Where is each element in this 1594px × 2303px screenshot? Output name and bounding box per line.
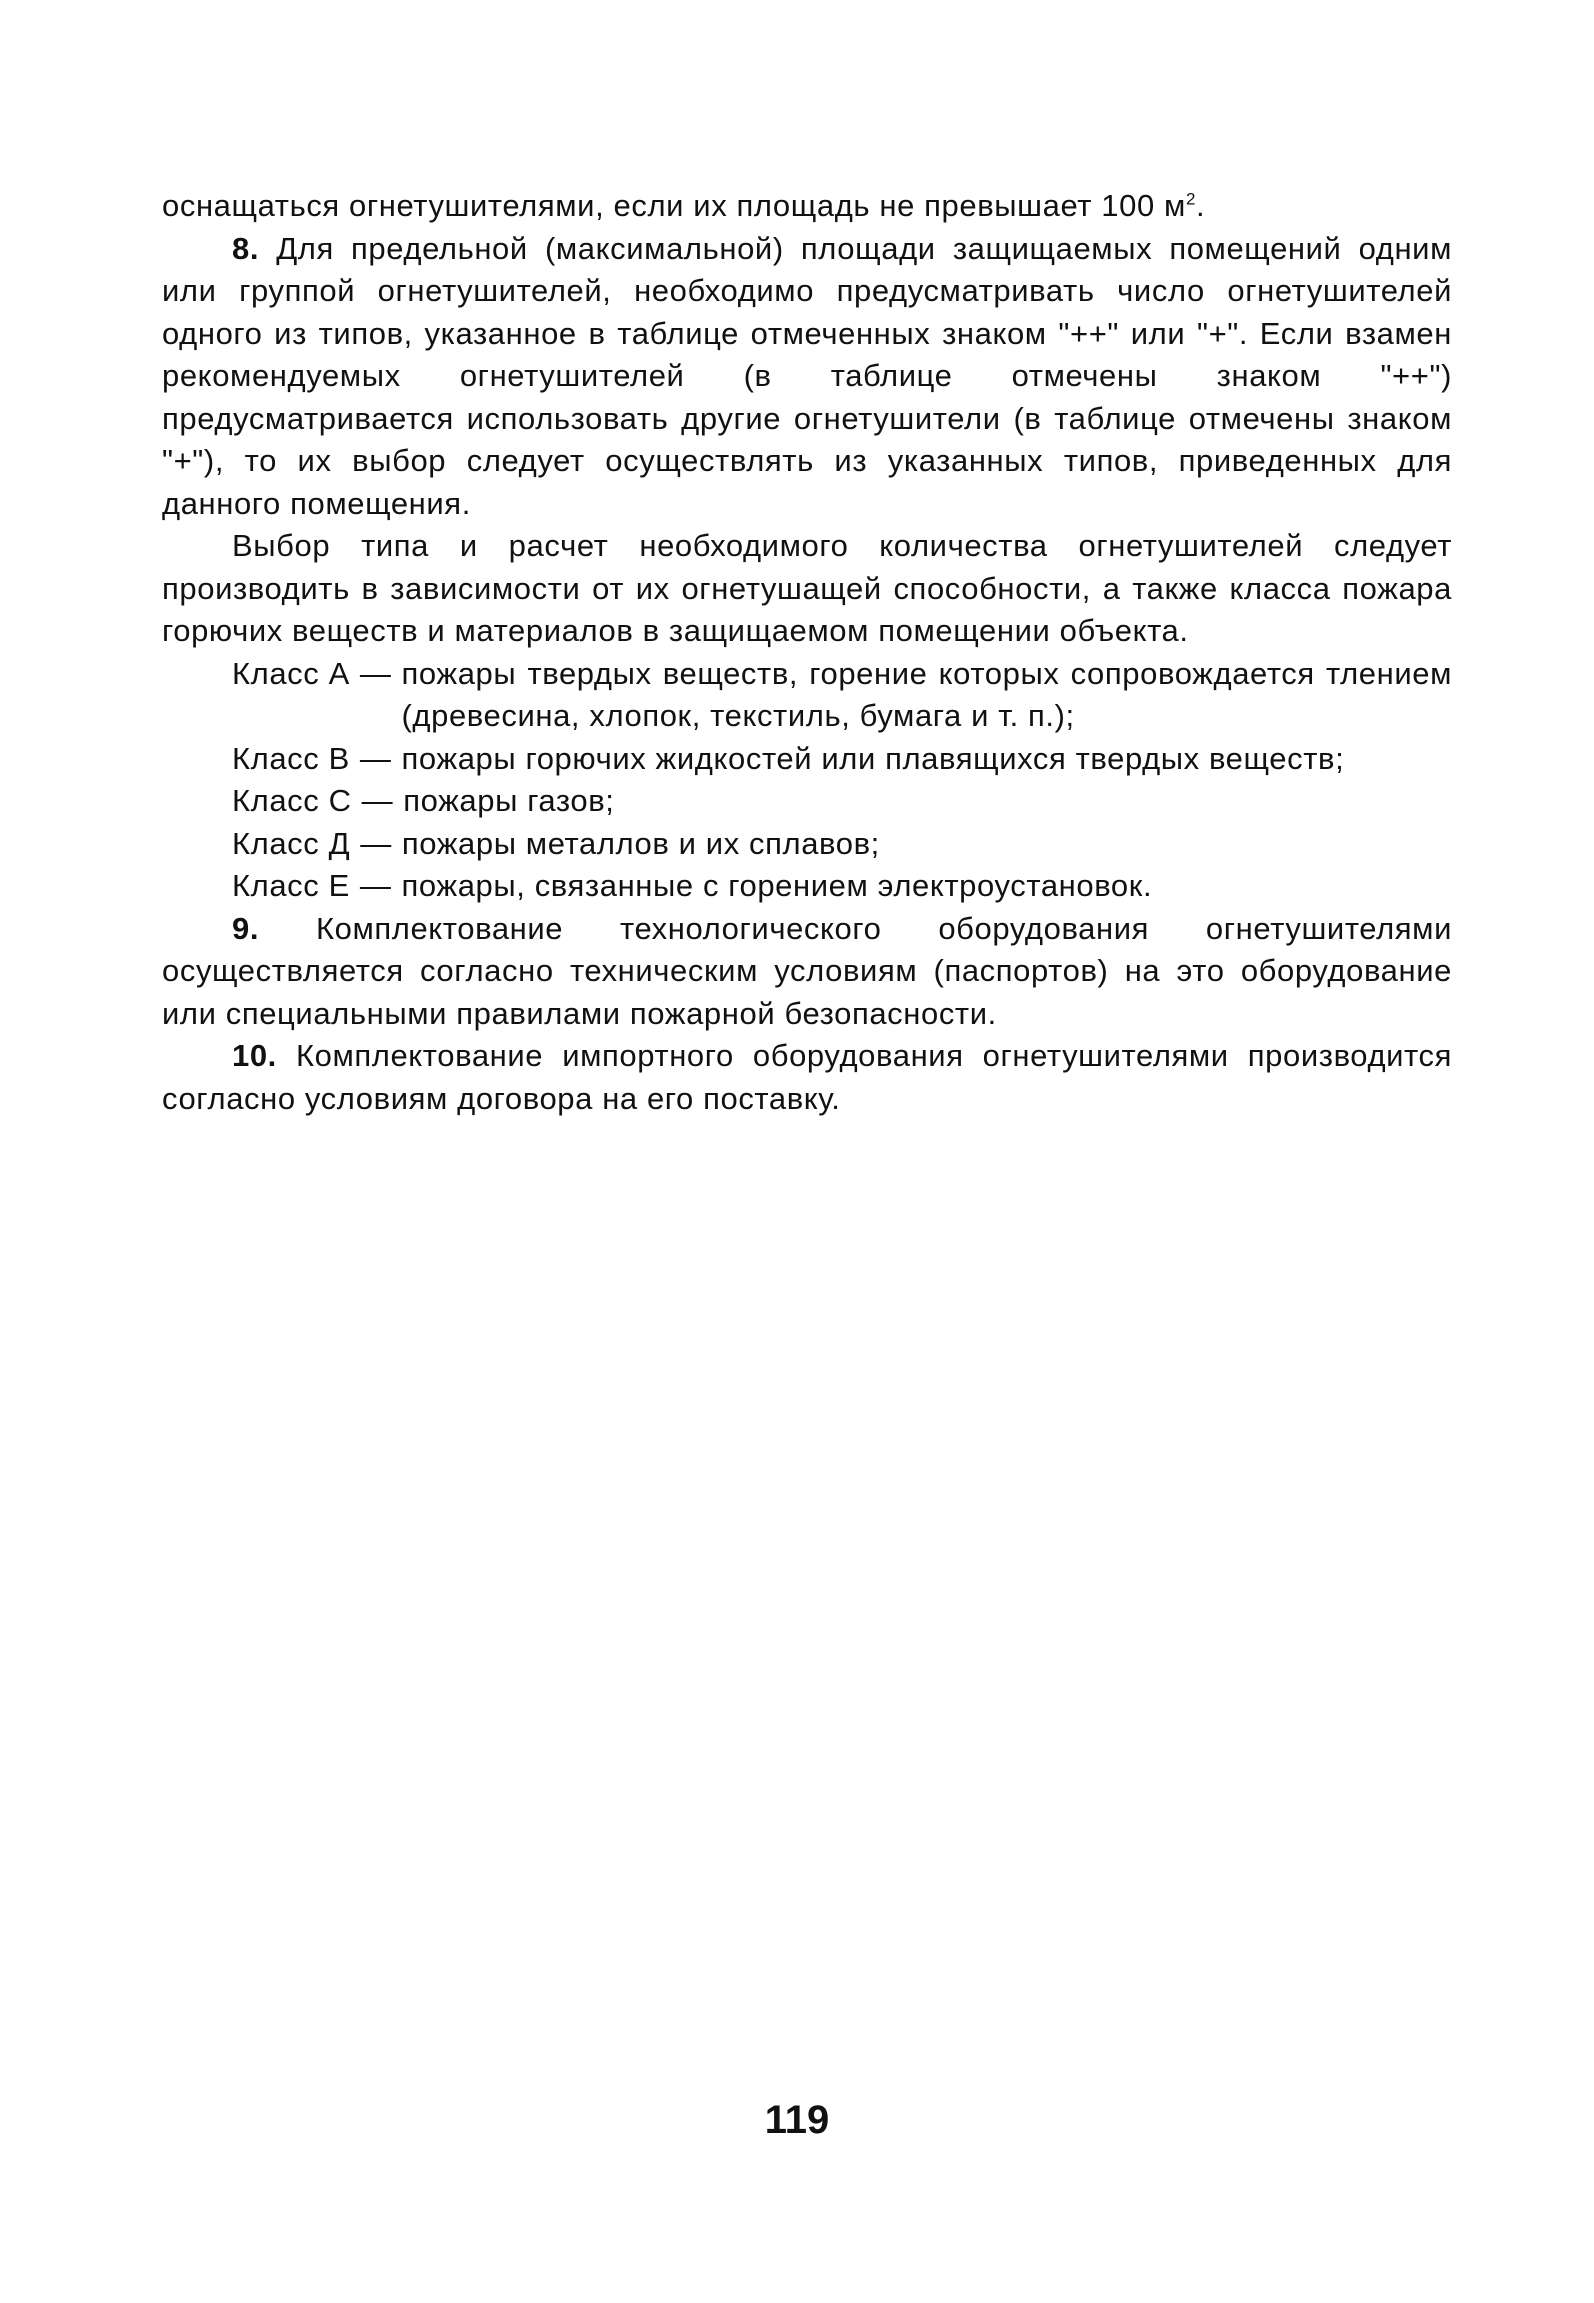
class-name: Класс Е — [232, 868, 350, 903]
paragraph-8-text: Для предельной (максимальной) площади защищаемых помещений одним или группой огнетушителей, необходимо предусматривать число огнетушителей одного из типов, указанное в таблице отмеченных знаком "++" или "+". Если взамен рекомендуемых огнетушителей (в таблице отмечены знаком "++") предусматривается использовать другие огнетушители (в таблице отмечены знаком "+"), то их выбор следует осуществлять из указанных типов, приведенных для данного помещения. — [162, 230, 1452, 521]
paragraph-10 — [162, 1035, 1452, 1120]
class-description: пожары, связанные с горением электроустановок. — [401, 868, 1153, 903]
page-number: 119 — [764, 2098, 830, 2142]
class-row-b — [232, 738, 1452, 781]
page-body — [162, 185, 1452, 1120]
class-row-a — [232, 653, 1452, 738]
class-row-c — [232, 780, 1452, 823]
class-description: пожары газов; — [403, 783, 615, 818]
class-description: пожары горючих жидкостей или плавящихся твердых веществ; — [401, 740, 1345, 776]
paragraph-8 — [162, 228, 1452, 526]
class-name: Класс Д — [232, 825, 351, 861]
class-name: Класс В — [232, 740, 350, 776]
paragraph-choice-text: Выбор типа и расчет необходимого количества огнетушителей следует производить в зависимости от их огнетушащей способности, а также класса пожара горючих веществ и материалов в защищаемом помещении объекта. — [162, 528, 1452, 648]
class-dash: — — [359, 655, 392, 691]
class-name: Класс С — [232, 783, 352, 818]
class-dash: — — [359, 868, 392, 903]
intro-paragraph — [162, 185, 1452, 228]
intro-text: оснащаться огнетушителями, если их площадь не превышает 100 м — [162, 188, 1186, 223]
class-name: Класс А — [232, 655, 350, 691]
class-row-e — [232, 865, 1452, 908]
paragraph-10-number: 10. — [232, 1038, 277, 1073]
class-dash: — — [361, 783, 394, 818]
class-description: пожары твердых веществ, горение которых сопровождается тлением (древесина, хлопок, текстиль, бумага и т. п.); — [401, 655, 1452, 733]
intro-tail: . — [1196, 188, 1206, 223]
paragraph-choice — [162, 525, 1452, 653]
class-row-d — [232, 823, 1452, 866]
paragraph-9 — [162, 908, 1452, 1036]
paragraph-8-number: 8. — [232, 230, 260, 266]
paragraph-10-text: Комплектование импортного оборудования огнетушителями производится согласно условиям договора на его поставку. — [162, 1038, 1452, 1116]
class-dash: — — [359, 740, 392, 776]
paragraph-9-number: 9. — [232, 910, 260, 946]
intro-superscript: 2 — [1185, 189, 1196, 209]
class-dash: — — [360, 825, 392, 861]
paragraph-9-text: Комплектование технологического оборудования огнетушителями осуществляется согласно техническим условиям (паспортов) на это оборудование или специальными правилами пожарной безопасности. — [162, 910, 1453, 1031]
class-description: пожары металлов и их сплавов; — [401, 825, 880, 861]
